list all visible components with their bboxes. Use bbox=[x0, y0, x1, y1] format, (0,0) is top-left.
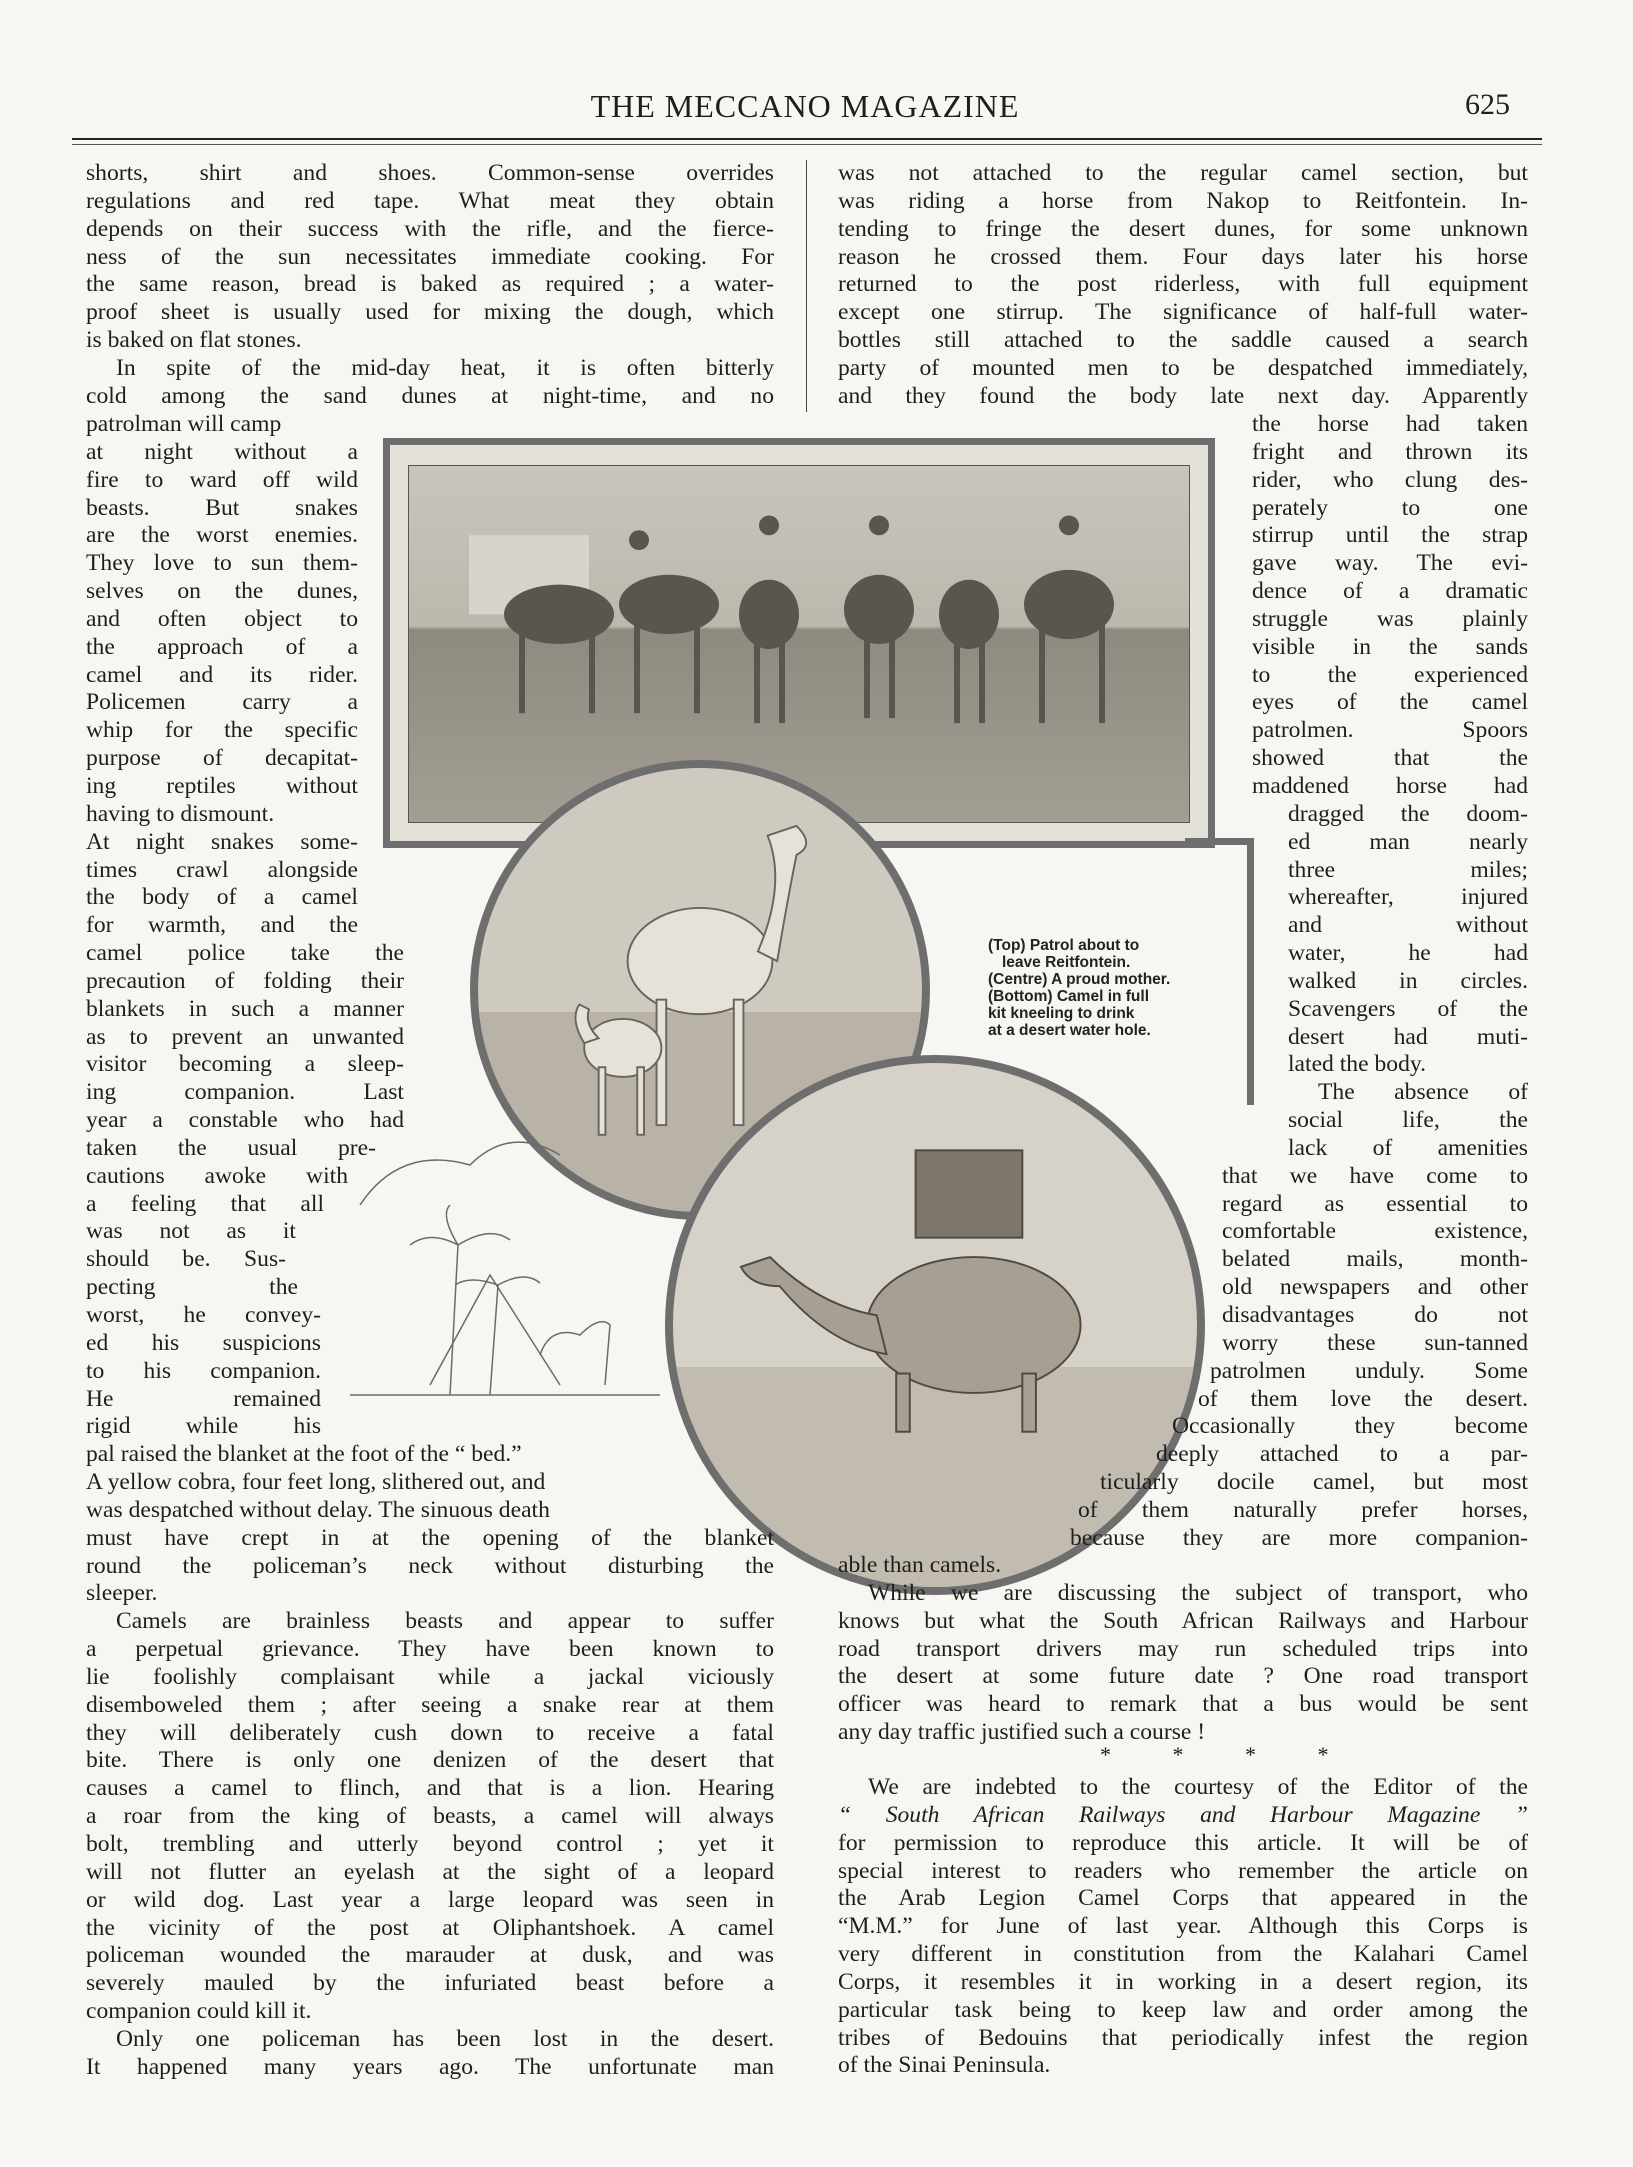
text-line: pecting the bbox=[86, 1274, 298, 1301]
text-line: to his companion. bbox=[86, 1357, 321, 1384]
text-line: the vicinity of the post at Oliphantshoek. A camel bbox=[86, 1914, 774, 1941]
text-line: “ South African Railways and Harbour Magazine ” bbox=[838, 1801, 1528, 1828]
text-line: must have crept in at the opening of the blanket bbox=[86, 1524, 774, 1551]
text-line: very different in constitution from the Kalahari Camel bbox=[838, 1941, 1528, 1968]
text-line: worry these sun-tanned bbox=[1222, 1329, 1528, 1356]
text-line: stirrup until the strap bbox=[1252, 522, 1528, 549]
text-line: Scavengers of the bbox=[1288, 995, 1528, 1022]
text-line: While we are discussing the subject of transport, who bbox=[868, 1579, 1528, 1606]
text-line: He remained bbox=[86, 1385, 321, 1412]
text-line: at night without a bbox=[86, 438, 358, 465]
text-line: returned to the post riderless, with full equipment bbox=[838, 271, 1528, 298]
text-line: three miles; bbox=[1288, 856, 1528, 883]
right-column-wrap bbox=[838, 411, 1528, 1553]
text-line: The absence of bbox=[1318, 1079, 1528, 1106]
text-line: is baked on flat stones. bbox=[86, 327, 302, 354]
text-line: maddened horse had bbox=[1252, 772, 1528, 799]
text-line: a perpetual grievance. They have been known to bbox=[86, 1636, 774, 1663]
text-line: was not as it bbox=[86, 1218, 296, 1245]
caption-line: (Top) Patrol about to bbox=[988, 937, 1140, 954]
text-line: dragged the doom- bbox=[1288, 800, 1528, 827]
caption-line: kit kneeling to drink bbox=[988, 1005, 1135, 1022]
text-line: rigid while his bbox=[86, 1413, 321, 1440]
text-line: will not flutter an eyelash at the sight of a leopard bbox=[86, 1858, 774, 1885]
text-line: they will deliberately cush down to receive a fatal bbox=[86, 1719, 774, 1746]
text-line: deeply attached to a par- bbox=[1156, 1441, 1528, 1468]
text-line: fire to ward off wild bbox=[86, 466, 358, 493]
text-line: policeman wounded the marauder at dusk, and was bbox=[86, 1942, 774, 1969]
left-column-wrap bbox=[86, 411, 786, 1469]
text-line: A yellow cobra, four feet long, slithered out, and bbox=[86, 1469, 546, 1495]
text-line: selves on the dunes, bbox=[86, 578, 358, 605]
text-line: having to dismount. bbox=[86, 800, 275, 827]
text-line: rider, who clung des- bbox=[1252, 466, 1528, 493]
text-line: water, he had bbox=[1288, 940, 1528, 967]
right-column-bottom bbox=[838, 1552, 1528, 1747]
text-line: party of mounted men to be despatched immediately, bbox=[838, 354, 1528, 381]
text-line: because they are more companion- bbox=[1070, 1524, 1528, 1551]
text-line: that we have come to bbox=[1222, 1162, 1528, 1189]
text-line: ticularly docile camel, but most bbox=[1100, 1469, 1528, 1496]
text-line: the approach of a bbox=[86, 633, 358, 660]
text-line: taken the usual pre- bbox=[86, 1134, 376, 1161]
text-line: for permission to reproduce this article. It will be of bbox=[838, 1829, 1528, 1856]
text-line: a roar from the king of beasts, a camel will always bbox=[86, 1803, 774, 1830]
text-line: was despatched without delay. The sinuous death bbox=[86, 1496, 550, 1523]
caption-line: leave Reitfontein. bbox=[1002, 954, 1131, 971]
text-line: eyes of the camel bbox=[1252, 689, 1528, 716]
text-line: the body of a camel bbox=[86, 884, 358, 911]
text-line: tending to fringe the desert dunes, for some unknown bbox=[838, 215, 1528, 242]
text-line: beasts. But snakes bbox=[86, 494, 358, 521]
text-line: was riding a horse from Nakop to Reitfontein. In- bbox=[838, 187, 1528, 214]
text-line: knows but what the South African Railways and Harbour bbox=[838, 1607, 1528, 1634]
text-line: any day traffic justified such a course ! bbox=[838, 1719, 1206, 1746]
text-line: lack of amenities bbox=[1288, 1134, 1528, 1161]
text-line: visitor becoming a sleep- bbox=[86, 1051, 404, 1078]
text-line: visible in the sands bbox=[1252, 633, 1528, 660]
text-line: disadvantages do not bbox=[1222, 1302, 1528, 1328]
text-line: and they found the body late next day. Apparently bbox=[838, 382, 1528, 409]
text-line: sleeper. bbox=[86, 1580, 158, 1607]
text-line: lated the body. bbox=[1288, 1051, 1427, 1078]
page-number: 625 bbox=[1465, 88, 1510, 121]
column-divider bbox=[806, 160, 807, 412]
text-line: regulations and red tape. What meat they obtain bbox=[86, 187, 774, 214]
text-line: and often object to bbox=[86, 605, 358, 632]
credit-note bbox=[838, 1774, 1528, 2080]
text-line: the desert at some future date ? One road transport bbox=[838, 1663, 1528, 1690]
text-line: as to prevent an unwanted bbox=[86, 1023, 404, 1050]
text-line: bottles still attached to the saddle caused a search bbox=[838, 327, 1528, 354]
text-line: round the policeman’s neck without disturbing the bbox=[86, 1552, 774, 1579]
text-line: whip for the specific bbox=[86, 717, 358, 744]
text-line: of them naturally prefer horses, bbox=[1078, 1496, 1528, 1523]
text-line: dence of a dramatic bbox=[1252, 578, 1528, 605]
text-line: or wild dog. Last year a large leopard was seen in bbox=[86, 1886, 774, 1913]
text-line: ing companion. Last bbox=[86, 1079, 404, 1106]
text-line: camel and its rider. bbox=[86, 661, 358, 688]
text-line: worst, he convey- bbox=[86, 1302, 321, 1328]
text-line: proof sheet is usually used for mixing the dough, which bbox=[86, 299, 774, 326]
text-line: purpose of decapitat- bbox=[86, 745, 358, 772]
text-line: struggle was plainly bbox=[1252, 605, 1528, 632]
text-line: Camels are brainless beasts and appear to suffer bbox=[116, 1608, 774, 1635]
text-line: was not attached to the regular camel section, but bbox=[838, 160, 1528, 186]
text-line: ed his suspicions bbox=[86, 1329, 321, 1356]
text-line: the Arab Legion Camel Corps that appeared in the bbox=[838, 1885, 1528, 1912]
text-line: bite. There is only one denizen of the desert that bbox=[86, 1747, 774, 1774]
text-line: desert had muti- bbox=[1288, 1023, 1528, 1050]
text-line: reason he crossed them. Four days later his horse bbox=[838, 243, 1528, 270]
text-line: ness of the sun necessitates immediate cooking. For bbox=[86, 243, 774, 270]
text-line: the same reason, bread is baked as required ; a water- bbox=[86, 271, 774, 298]
section-break-stars: * * * * bbox=[1100, 1742, 1357, 1767]
text-line: bolt, trembling and utterly beyond control ; yet it bbox=[86, 1830, 774, 1857]
text-line: cautions awoke with bbox=[86, 1162, 348, 1189]
caption-line: (Centre) A proud mother. bbox=[988, 971, 1171, 988]
text-line: precaution of folding their bbox=[86, 967, 404, 994]
text-line: severely mauled by the infuriated beast before a bbox=[86, 1970, 774, 1997]
header-rule bbox=[72, 138, 1542, 140]
text-line: times crawl alongside bbox=[86, 856, 358, 883]
text-line: gave way. The evi- bbox=[1252, 550, 1528, 577]
left-column-bottom bbox=[86, 1469, 774, 2082]
text-line: the horse had taken bbox=[1252, 411, 1528, 437]
text-line: patrolmen. Spoors bbox=[1252, 717, 1528, 744]
text-line: shorts, shirt and shoes. Common-sense overrides bbox=[86, 160, 774, 186]
text-line: Only one policeman has been lost in the desert. bbox=[116, 2025, 774, 2052]
text-line: to the experienced bbox=[1252, 661, 1528, 688]
text-line: except one stirrup. The significance of half-full water- bbox=[838, 299, 1528, 326]
text-line: Corps, it resembles it in working in a desert region, its bbox=[838, 1968, 1528, 1995]
text-line: cold among the sand dunes at night-time, and no bbox=[86, 382, 774, 409]
text-line: whereafter, injured bbox=[1288, 884, 1528, 911]
caption-line: (Bottom) Camel in full bbox=[988, 988, 1150, 1005]
text-line: comfortable existence, bbox=[1222, 1218, 1528, 1245]
text-line: blankets in such a manner bbox=[86, 995, 404, 1022]
text-line: depends on their success with the rifle, and the fierce- bbox=[86, 215, 774, 242]
text-line: road transport drivers may run scheduled trips into bbox=[838, 1635, 1528, 1662]
text-line: patrolmen unduly. Some bbox=[1210, 1357, 1528, 1384]
text-line: Occasionally they become bbox=[1172, 1413, 1528, 1440]
text-line: and without bbox=[1288, 912, 1528, 939]
text-line: belated mails, month- bbox=[1222, 1246, 1528, 1273]
text-line: for warmth, and the bbox=[86, 912, 358, 939]
text-line: a feeling that all bbox=[86, 1190, 324, 1217]
text-line: camel police take the bbox=[86, 940, 404, 967]
text-line: “M.M.” for June of last year. Although this Corps is bbox=[838, 1913, 1528, 1940]
text-line: walked in circles. bbox=[1288, 967, 1528, 994]
text-line: It happened many years ago. The unfortunate man bbox=[86, 2053, 774, 2080]
text-line: They love to sun them- bbox=[86, 550, 358, 577]
text-line: social life, the bbox=[1288, 1107, 1528, 1134]
text-line: of the Sinai Peninsula. bbox=[838, 2052, 1051, 2079]
text-line: regard as essential to bbox=[1222, 1190, 1528, 1217]
text-line: companion could kill it. bbox=[86, 1998, 312, 2025]
running-header bbox=[70, 88, 1540, 128]
text-line: In spite of the mid-day heat, it is often bitterly bbox=[116, 354, 774, 381]
text-line: patrolman will camp bbox=[86, 411, 282, 437]
text-line: special interest to readers who remember the article on bbox=[838, 1857, 1528, 1884]
right-column-top bbox=[838, 160, 1528, 411]
text-line: of them love the desert. bbox=[1198, 1385, 1528, 1412]
text-line: tribes of Bedouins that periodically infest the region bbox=[838, 2024, 1528, 2051]
text-line: ing reptiles without bbox=[86, 772, 358, 799]
text-line: fright and thrown its bbox=[1252, 438, 1528, 465]
text-line: old newspapers and other bbox=[1222, 1274, 1528, 1301]
magazine-title: THE MECCANO MAGAZINE bbox=[590, 88, 1020, 124]
text-line: We are indebted to the courtesy of the Editor of the bbox=[868, 1774, 1528, 1800]
text-line: should be. Sus- bbox=[86, 1246, 286, 1273]
text-line: year a constable who had bbox=[86, 1107, 404, 1134]
text-line: causes a camel to flinch, and that is a lion. Hearing bbox=[86, 1775, 774, 1802]
header-rule-thin bbox=[72, 144, 1542, 145]
caption-line: at a desert water hole. bbox=[988, 1022, 1151, 1039]
text-line: lie foolishly complaisant while a jackal viciously bbox=[86, 1663, 774, 1690]
left-column-top bbox=[86, 160, 774, 411]
text-line: At night snakes some- bbox=[86, 828, 358, 855]
text-line: perately to one bbox=[1252, 494, 1528, 521]
text-line: able than camels. bbox=[838, 1552, 1002, 1578]
text-line: are the worst enemies. bbox=[86, 522, 358, 549]
text-line: disemboweled them ; after seeing a snake rear at them bbox=[86, 1691, 774, 1718]
text-line: Policemen carry a bbox=[86, 689, 358, 716]
text-line: particular task being to keep law and order among the bbox=[838, 1996, 1528, 2023]
text-line: showed that the bbox=[1252, 745, 1528, 772]
text-line: pal raised the blanket at the foot of the “ bed.” bbox=[86, 1441, 522, 1468]
text-line: officer was heard to remark that a bus would be sent bbox=[838, 1691, 1528, 1718]
text-line: ed man nearly bbox=[1288, 828, 1528, 855]
